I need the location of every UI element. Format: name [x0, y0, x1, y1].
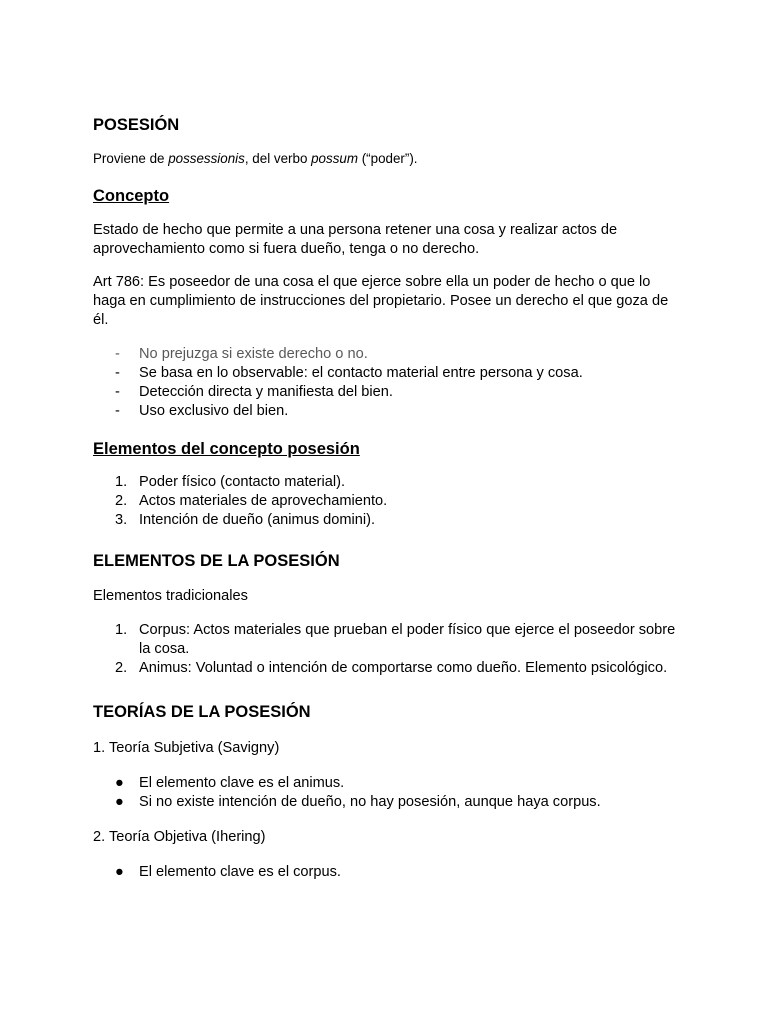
number-marker: 2. [115, 493, 128, 509]
origin-word-possum: possum [311, 151, 358, 166]
list-item-text: El elemento clave es el animus. [139, 775, 345, 791]
list-item-text: Detección directa y manifiesta del bien. [139, 384, 393, 400]
number-marker: 3. [115, 512, 128, 528]
list-item-text: Poder físico (contacto material). [139, 474, 346, 490]
teoria-subjetiva-list [93, 774, 676, 812]
dash-marker: - [115, 346, 120, 362]
teoria-objetiva-title: 2. Teoría Objetiva (Ihering) [93, 829, 266, 845]
origin-text [93, 150, 676, 168]
dash-marker: - [115, 403, 120, 419]
elementos-posesion-list [93, 621, 676, 678]
bullet-marker: ● [115, 794, 124, 810]
list-item-text: Intención de dueño (animus domini). [139, 512, 376, 528]
list-item [93, 621, 676, 659]
origin-middle: , del verbo [244, 151, 312, 166]
concepto-heading: Concepto [93, 187, 170, 205]
list-item [93, 793, 676, 812]
list-item [93, 345, 676, 364]
origin-prefix: Proviene de [93, 151, 169, 166]
number-marker: 1. [115, 474, 128, 490]
list-item [93, 863, 676, 882]
list-item [93, 659, 676, 678]
list-item-text: Se basa en lo observable: el contacto material entre persona y cosa. [139, 365, 583, 381]
list-item-text: No prejuzga si existe derecho o no. [139, 346, 368, 362]
teoria-objetiva-list [93, 863, 676, 882]
list-item [93, 364, 676, 383]
elementos-intro: Elementos tradicionales [93, 588, 248, 604]
list-item-text: Animus: Voluntad o intención de comportarse como dueño. Elemento psicológico. [139, 660, 668, 676]
list-item-text: El elemento clave es el corpus. [139, 864, 341, 880]
elementos-posesion-heading: ELEMENTOS DE LA POSESIÓN [93, 552, 340, 570]
list-item [93, 511, 676, 530]
number-marker: 2. [115, 660, 128, 676]
list-item [93, 473, 676, 492]
teorias-heading: TEORÍAS DE LA POSESIÓN [93, 703, 311, 721]
list-item-text: Si no existe intención de dueño, no hay posesión, aunque haya corpus. [139, 794, 601, 810]
teoria-subjetiva-title: 1. Teoría Subjetiva (Savigny) [93, 740, 280, 756]
list-item [93, 402, 676, 421]
bullet-marker: ● [115, 775, 124, 791]
list-item [93, 774, 676, 793]
concepto-bullet-list [93, 345, 676, 421]
list-item-text: Corpus: Actos materiales que prueban el poder físico que ejerce el poseedor sobre la cosa. [139, 622, 676, 657]
number-marker: 1. [115, 622, 128, 638]
list-item [93, 492, 676, 511]
list-item-text: Actos materiales de aprovechamiento. [139, 493, 388, 509]
origin-word-possessionis: possessionis [168, 151, 245, 166]
article-786-text: Art 786: Es poseedor de una cosa el que ejerce sobre ella un poder de hecho o que lo haga en cumplimiento de instrucciones del propietario. Posee un derecho el que goza de él. [93, 274, 669, 328]
list-item-text: Uso exclusivo del bien. [139, 403, 289, 419]
origin-suffix: (“poder”). [358, 151, 418, 166]
dash-marker: - [115, 384, 120, 400]
dash-marker: - [115, 365, 120, 381]
elementos-concepto-heading: Elementos del concepto posesión [93, 440, 360, 458]
page-title: POSESIÓN [93, 116, 180, 134]
list-item [93, 383, 676, 402]
concepto-definition: Estado de hecho que permite a una persona retener una cosa y realizar actos de aprovechamiento como si fuera dueño, tenga o no derecho. [93, 222, 618, 257]
bullet-marker: ● [115, 864, 124, 880]
elementos-concepto-list [93, 473, 676, 530]
